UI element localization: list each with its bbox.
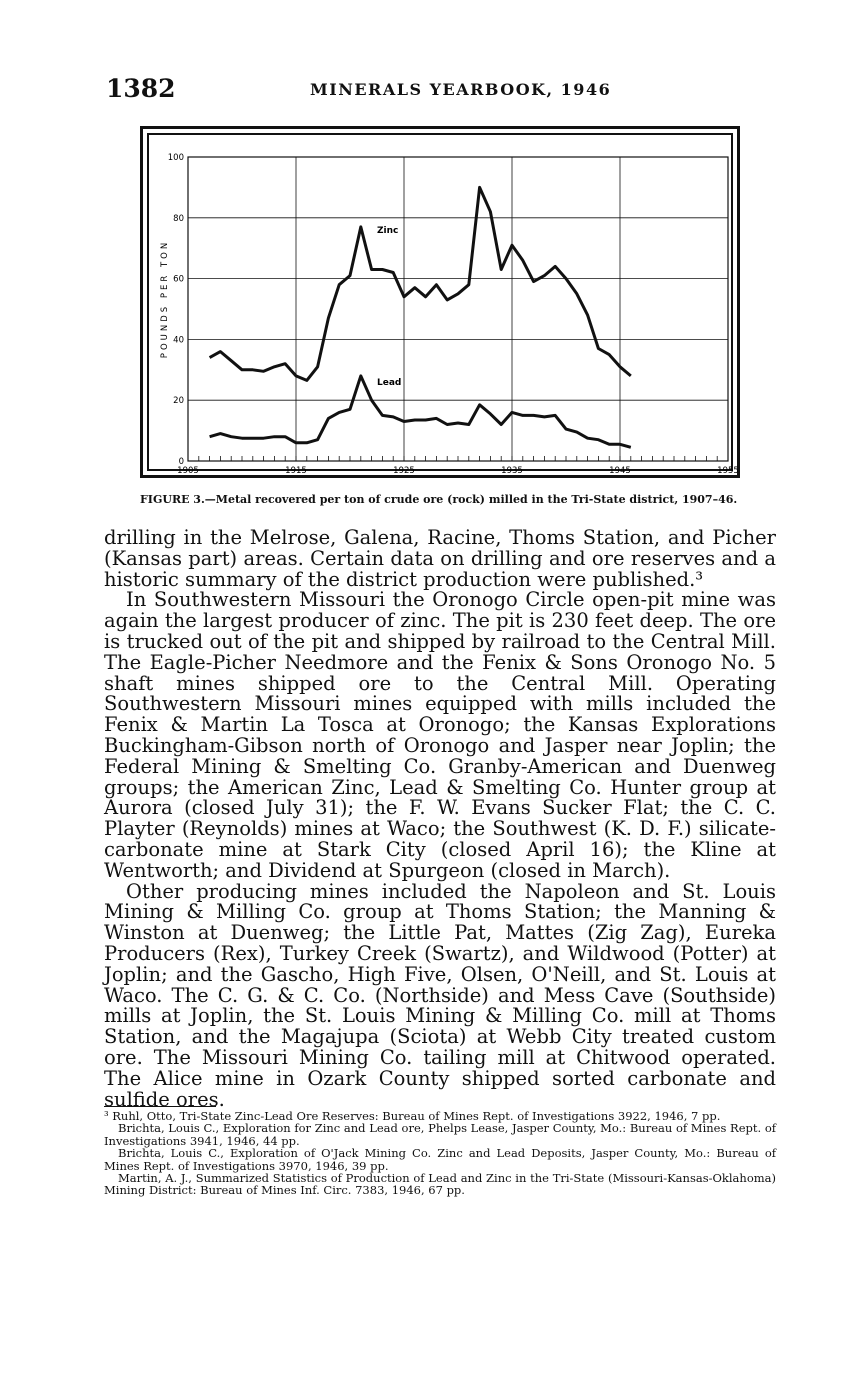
y-tick-label: 60 — [173, 274, 184, 285]
figure-frame — [140, 126, 740, 478]
x-tick-label: 1935 — [501, 466, 523, 476]
series-label-lead: Lead — [377, 378, 402, 388]
y-tick-label: 100 — [167, 153, 184, 163]
running-head: MINERALS YEARBOOK, 1946 — [310, 80, 612, 99]
x-tick-label: 1905 — [177, 466, 199, 476]
series-line-zinc — [210, 187, 631, 380]
series-line-lead — [210, 376, 631, 447]
y-tick-label: 0 — [178, 457, 184, 467]
footnotes — [104, 1110, 776, 1197]
page-number: 1382 — [106, 74, 176, 103]
footnote-rule — [104, 1106, 216, 1107]
y-tick-label: 80 — [173, 213, 184, 224]
body-text — [104, 528, 776, 1110]
footnote-reference: Martin, A. J., Summarized Statistics of Production of Lead and Zinc in the Tri-State (Missouri-Kansas-Oklahoma) Mining District: Bureau of Mines Inf. Circ. 7383, 1946, 67 pp. — [104, 1171, 776, 1198]
footnote-reference: Brichta, Louis C., Exploration of O'Jack Mining Co. Zinc and Lead Deposits, Jasper County, Mo.: Bureau of Mines Rept. of Investigations 3970, 1946, 39 pp. — [104, 1146, 776, 1173]
paragraph-continuation: drilling in the Melrose, Galena, Racine, Thoms Station, and Picher (Kansas part) areas. Certain data on drilling and ore reserves and a historic summary of the district production were published.³ — [104, 526, 776, 591]
y-axis-label: POUNDS PER TON — [160, 239, 170, 359]
x-tick-label: 1945 — [609, 466, 631, 476]
figure-inner-border — [147, 133, 739, 476]
metal-recovery-chart — [149, 135, 739, 476]
page-header — [106, 74, 770, 108]
x-tick-label: 1925 — [393, 466, 415, 476]
x-tick-label: 1915 — [285, 466, 307, 476]
figure-caption: FIGURE 3.—Metal recovered per ton of crude ore (rock) milled in the Tri-State district, 1907–46. — [140, 493, 738, 506]
plot-area — [188, 157, 728, 461]
y-tick-label: 40 — [173, 335, 184, 346]
paragraph-other-producing-mines: Other producing mines included the Napoleon and St. Louis Mining & Milling Co. group at Thoms Station; the Manning & Winston at Duenweg; the Little Pat, Mattes (Zig Zag), Eureka Producers (Rex), Turkey Creek (Swartz), and Wildwood (Potter) at Joplin; and the Gascho, High Five, Olsen, O'Neill, and St. Louis at Waco. The C. G. & C. Co. (Northside) and Mess Cave (Southside) mills at Joplin, the St. Louis Mining & Milling Co. mill at Thoms Station, and the Magajupa (Sciota) at Webb City treated custom ore. The Missouri Mining Co. tailing mill at Chitwood operated. The Alice mine in Ozark County shipped sorted carbonate and sulfide ores. — [104, 879, 776, 1111]
x-tick-label: 1955 — [717, 466, 739, 476]
footnote-3: ³ Ruhl, Otto, Tri-State Zinc-Lead Ore Reserves: Bureau of Mines Rept. of Investigations 3922, 1946, 7 pp. — [104, 1109, 721, 1123]
footnote-reference: Brichta, Louis C., Exploration for Zinc and Lead ore, Phelps Lease, Jasper County, Mo.: Bureau of Mines Rept. of Investigations 3941, 1946, 44 pp. — [104, 1121, 776, 1148]
paragraph-southwestern-missouri: In Southwestern Missouri the Oronogo Circle open-pit mine was again the largest producer of zinc. The pit is 230 feet deep. The ore is trucked out of the pit and shipped by railroad to the Central Mill. The Eagle-Picher Needmore and the Fenix & Sons Oronogo No. 5 shaft mines shipped ore to the Central Mill. Operating Southwestern Missouri mines equipped with mills included the Fenix & Martin La Tosca at Oronogo; the Kansas Explorations Buckingham-Gibson north of Oronogo and Jasper near Joplin; the Federal Mining & Smelting Co. Granby-American and Duenweg groups; the American Zinc, Lead & Smelting Co. Hunter group at Aurora (closed July 31); the F. W. Evans Sucker Flat; the C. C. Playter (Reynolds) mines at Waco; the Southwest (K. D. F.) silicate-carbonate mine at Stark City (closed April 16); the Kline at Wentworth; and Dividend at Spurgeon (closed in March). — [104, 588, 776, 882]
y-tick-label: 20 — [173, 396, 184, 407]
series-label-zinc: Zinc — [377, 226, 399, 236]
